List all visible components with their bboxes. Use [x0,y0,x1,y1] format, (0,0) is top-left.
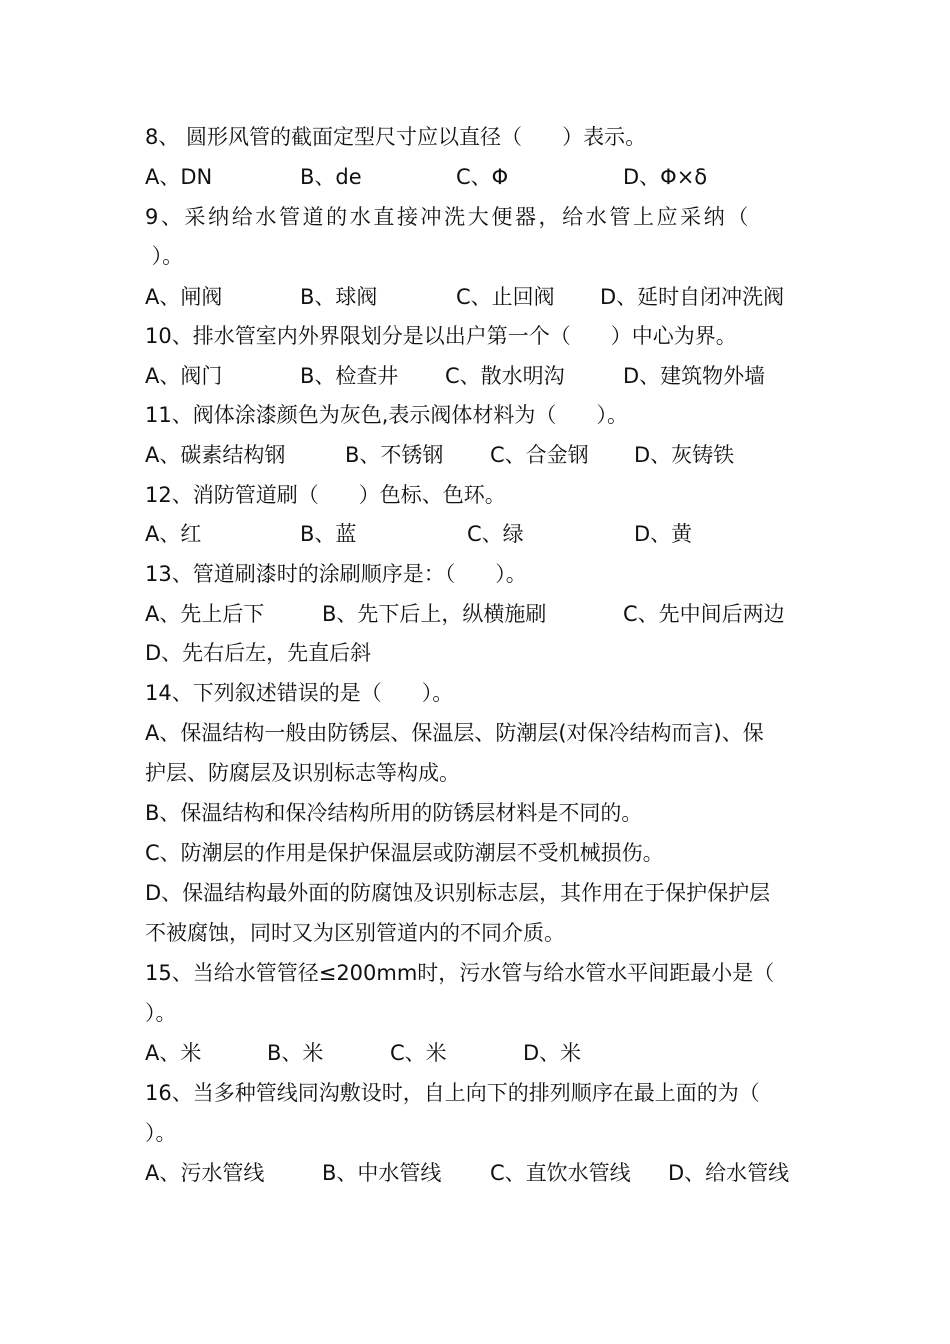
question-11-text: 11、阀体涂漆颜色为灰色,表示阀体材料为（ ）。 [145,403,628,427]
question-15-text-cont: ）。 [145,1001,177,1025]
question-9-option-b: B、球阀 [300,285,378,309]
question-10-text: 10、排水管室内外界限划分是以出户第一个（ ）中心为界。 [145,324,737,348]
question-14-option-a: A、保温结构一般由防锈层、保温层、防潮层(对保冷结构而言)、保 [145,721,764,745]
question-12-option-d: D、黄 [634,522,693,546]
question-14-text: 14、下列叙述错误的是（ ）。 [145,681,454,705]
question-9-text: 9、采纳给水管道的水直接冲洗大便器，给水管上应采纳（ [145,205,751,229]
question-10-option-b: B、检查井 [300,364,399,388]
question-15-option-a: A、米 [145,1041,202,1065]
question-15-text: 15、当给水管管径≤200mm时，污水管与给水管水平间距最小是（ [145,961,775,985]
question-13-text: 13、管道刷漆时的涂刷顺序是：（ ）。 [145,562,527,586]
question-13-option-d: D、先右后左，先直后斜 [145,641,372,665]
question-13-option-c: C、先中间后两边 [623,602,785,626]
question-12-option-c: C、绿 [467,522,524,546]
question-15-option-d: D、米 [523,1041,582,1065]
question-8-option-b: B、de [300,165,362,189]
question-8-text: 8、 圆形风管的截面定型尺寸应以直径（ ）表示。 [145,125,647,149]
question-9-option-c: C、止回阀 [456,285,555,309]
question-14-option-d: D、保温结构最外面的防腐蚀及识别标志层，其作用在于保护保护层 [145,881,771,905]
question-9-option-a: A、闸阀 [145,285,223,309]
question-9-option-d: D、延时自闭冲洗阀 [600,285,785,309]
question-12-option-b: B、蓝 [300,522,357,546]
question-14-option-c: C、防潮层的作用是保护保温层或防潮层不受机械损伤。 [145,841,664,865]
question-16-option-b: B、中水管线 [322,1161,442,1185]
question-15-option-c: C、米 [390,1041,447,1065]
question-15-option-b: B、米 [267,1041,324,1065]
question-10-option-a: A、阀门 [145,364,223,388]
question-11-option-d: D、灰铸铁 [634,443,735,467]
question-11-option-a: A、碳素结构钢 [145,443,286,467]
question-11-option-b: B、不锈钢 [345,443,444,467]
question-12-text: 12、消防管道刷（ ）色标、色环。 [145,483,506,507]
question-14-option-d-cont: 不被腐蚀，同时又为区别管道内的不同介质。 [145,921,565,945]
question-10-option-d: D、建筑物外墙 [623,364,766,388]
question-13-option-b: B、先下后上，纵横施刷 [322,602,547,626]
question-11-option-c: C、合金钢 [490,443,589,467]
question-16-text-cont: ）。 [145,1121,177,1145]
question-16-option-c: C、直饮水管线 [490,1161,631,1185]
question-8-option-c: C、Φ [456,165,509,189]
question-14-option-a-cont: 护层、防腐层及识别标志等构成。 [145,761,460,785]
question-16-text: 16、当多种管线同沟敷设时，自上向下的排列顺序在最上面的为（ [145,1081,760,1105]
question-10-option-c: C、散水明沟 [445,364,565,388]
question-12-option-a: A、红 [145,522,202,546]
question-9-text-cont: ）。 [145,244,184,268]
question-13-option-a: A、先上后下 [145,602,265,626]
question-16-option-a: A、污水管线 [145,1161,265,1185]
question-16-option-d: D、给水管线 [668,1161,790,1185]
question-14-option-b: B、保温结构和保冷结构所用的防锈层材料是不同的。 [145,801,643,825]
question-8-option-d: D、Φ×δ [623,165,708,189]
question-8-option-a: A、DN [145,165,213,189]
